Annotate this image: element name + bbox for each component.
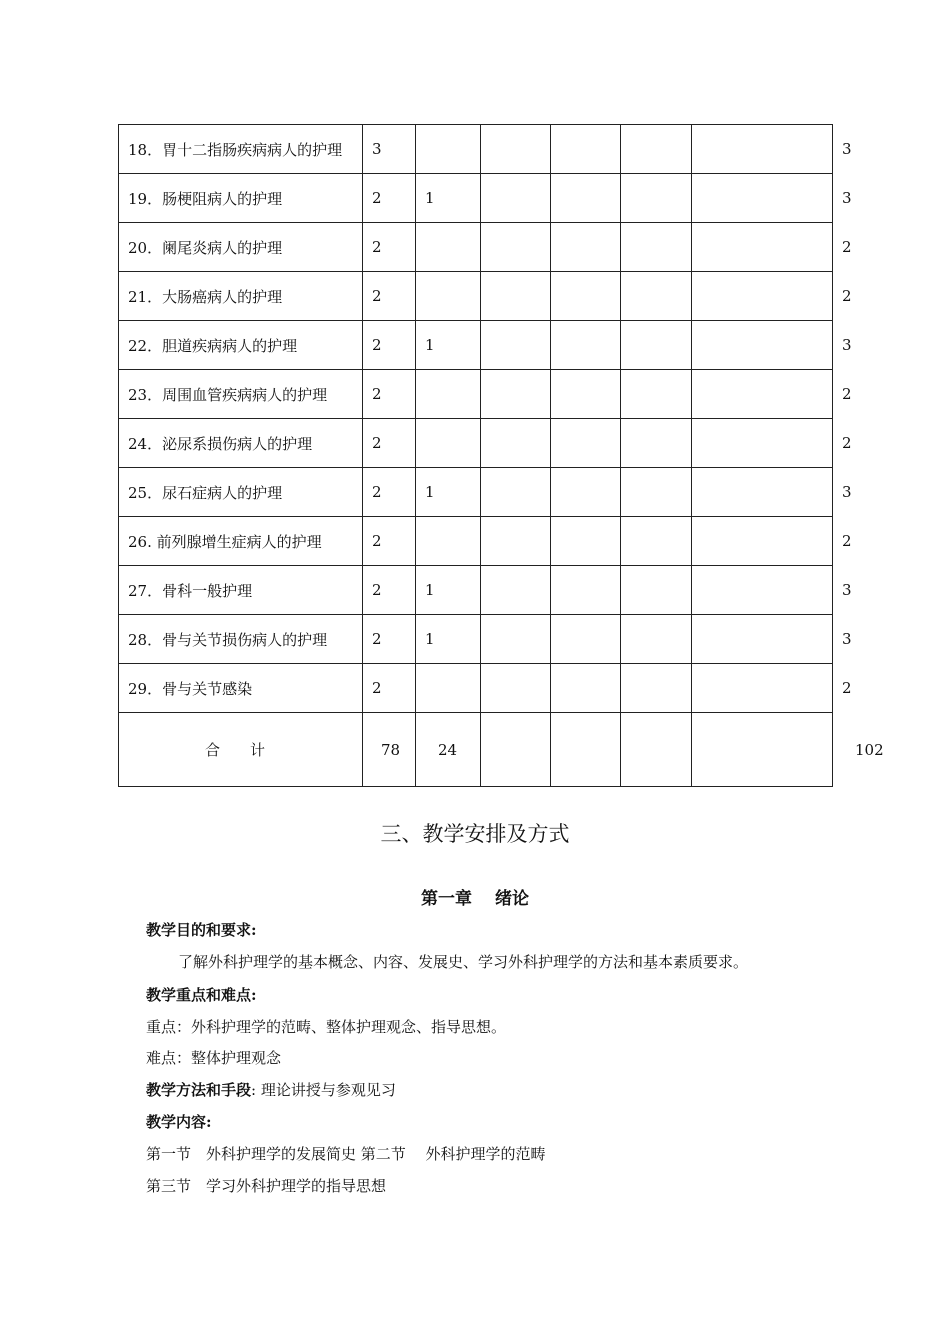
hours-cell: 2 — [363, 174, 416, 223]
hours-cell: 78 — [363, 713, 416, 787]
hours-cell — [692, 566, 833, 615]
hours-cell — [551, 272, 621, 321]
row-title: 23．周围血管疾病病人的护理 — [119, 370, 363, 419]
hours-cell — [692, 468, 833, 517]
hours-cell: 2 — [363, 468, 416, 517]
row-title: 25．尿石症病人的护理 — [119, 468, 363, 517]
table-row: 22．胆道疾病病人的护理 2 1 3 — [119, 321, 833, 370]
hours-cell — [481, 223, 551, 272]
content-line-1: 第一节 外科护理学的发展简史 第二节 外科护理学的范畴 — [146, 1145, 546, 1163]
content-label: 教学内容: — [146, 1113, 212, 1131]
hours-cell — [692, 615, 833, 664]
hours-cell — [416, 419, 481, 468]
goal-text: 了解外科护理学的基本概念、内容、发展史、学习外科护理学的方法和基本素质要求。 — [178, 953, 749, 971]
hours-cell — [416, 272, 481, 321]
hours-cell — [551, 615, 621, 664]
table-row: 21．大肠癌病人的护理 2 2 — [119, 272, 833, 321]
row-title: 19．肠梗阻病人的护理 — [119, 174, 363, 223]
hours-cell — [416, 125, 481, 174]
hours-cell: 2 — [363, 566, 416, 615]
table-row: 23．周围血管疾病病人的护理 2 2 — [119, 370, 833, 419]
hours-cell — [692, 321, 833, 370]
hours-cell — [551, 664, 621, 713]
hours-cell — [416, 664, 481, 713]
difficult-point: 难点：整体护理观念 — [146, 1049, 282, 1067]
hours-cell — [481, 321, 551, 370]
hours-cell — [621, 615, 692, 664]
chapter-title: 第一章 绪论 — [421, 889, 529, 909]
hours-cell — [692, 223, 833, 272]
hours-cell: 24 — [416, 713, 481, 787]
hours-cell — [692, 664, 833, 713]
hours-cell — [481, 468, 551, 517]
goal-label: 教学目的和要求: — [146, 921, 257, 939]
hours-cell — [621, 125, 692, 174]
table-row: 27．骨科一般护理 2 1 3 — [119, 566, 833, 615]
key-label: 教学重点和难点: — [146, 986, 257, 1004]
hours-cell — [551, 517, 621, 566]
hours-cell: 1 — [416, 174, 481, 223]
hours-cell — [621, 468, 692, 517]
row-title: 24．泌尿系损伤病人的护理 — [119, 419, 363, 468]
row-title: 28．骨与关节损伤病人的护理 — [119, 615, 363, 664]
hours-cell — [621, 664, 692, 713]
hours-cell: 2 — [363, 615, 416, 664]
hours-cell — [621, 517, 692, 566]
table-row: 29．骨与关节感染 2 2 — [119, 664, 833, 713]
hours-cell — [481, 370, 551, 419]
method-label: 教学方法和手段 — [146, 1081, 252, 1099]
hours-cell — [481, 174, 551, 223]
content-line-2: 第三节 学习外科护理学的指导思想 — [146, 1177, 387, 1195]
hours-cell — [551, 468, 621, 517]
hours-cell — [621, 223, 692, 272]
row-title: 27．骨科一般护理 — [119, 566, 363, 615]
hours-cell — [416, 223, 481, 272]
row-title: 21．大肠癌病人的护理 — [119, 272, 363, 321]
hours-cell — [551, 125, 621, 174]
hours-cell — [621, 174, 692, 223]
hours-cell — [481, 125, 551, 174]
hours-cell — [481, 664, 551, 713]
hours-cell — [481, 517, 551, 566]
row-title: 20．阑尾炎病人的护理 — [119, 223, 363, 272]
hours-cell — [551, 174, 621, 223]
table-row: 18．胃十二指肠疾病病人的护理 3 3 — [119, 125, 833, 174]
method-text: : 理论讲授与参观见习 — [251, 1081, 396, 1099]
hours-cell — [621, 370, 692, 419]
row-title: 22．胆道疾病病人的护理 — [119, 321, 363, 370]
hours-cell — [692, 517, 833, 566]
row-title: 29．骨与关节感染 — [119, 664, 363, 713]
hours-cell — [416, 370, 481, 419]
row-title: 26. 前列腺增生症病人的护理 — [119, 517, 363, 566]
hours-cell — [621, 419, 692, 468]
hours-cell — [481, 713, 551, 787]
hours-cell: 2 — [363, 419, 416, 468]
hours-cell — [692, 370, 833, 419]
hours-cell — [481, 272, 551, 321]
hours-cell — [481, 566, 551, 615]
hours-cell — [551, 419, 621, 468]
hours-cell — [416, 517, 481, 566]
hours-cell — [692, 125, 833, 174]
hours-cell: 2 — [363, 517, 416, 566]
hours-cell: 2 — [363, 223, 416, 272]
hours-cell: 2 — [363, 664, 416, 713]
hours-cell — [551, 370, 621, 419]
hours-cell — [551, 321, 621, 370]
table-row: 28．骨与关节损伤病人的护理 2 1 3 — [119, 615, 833, 664]
hours-cell — [692, 174, 833, 223]
hours-cell: 2 — [363, 321, 416, 370]
table-row: 20．阑尾炎病人的护理 2 2 — [119, 223, 833, 272]
table-row: 24．泌尿系损伤病人的护理 2 2 — [119, 419, 833, 468]
class-hours-table — [118, 124, 884, 787]
hours-cell — [481, 419, 551, 468]
hours-cell: 1 — [416, 321, 481, 370]
hours-cell — [621, 566, 692, 615]
section-title: 三、教学安排及方式 — [380, 822, 570, 846]
hours-cell: 3 — [363, 125, 416, 174]
hours-cell: 2 — [363, 272, 416, 321]
row-title: 合 计 — [119, 713, 363, 787]
hours-cell: 1 — [416, 615, 481, 664]
hours-cell — [621, 713, 692, 787]
hours-cell — [621, 272, 692, 321]
hours-cell — [481, 615, 551, 664]
hours-cell — [692, 713, 833, 787]
hours-cell: 1 — [416, 566, 481, 615]
table-row: 19．肠梗阻病人的护理 2 1 3 — [119, 174, 833, 223]
hours-cell — [551, 713, 621, 787]
hours-cell: 2 — [363, 370, 416, 419]
hours-cell — [551, 566, 621, 615]
hours-cell — [621, 321, 692, 370]
hours-cell — [551, 223, 621, 272]
table-total-row: 合 计 78 24 102 — [119, 713, 833, 787]
key-point: 重点：外科护理学的范畴、整体护理观念、指导思想。 — [146, 1018, 507, 1036]
hours-cell: 1 — [416, 468, 481, 517]
table-row: 26. 前列腺增生症病人的护理 2 2 — [119, 517, 833, 566]
method-line — [146, 1079, 396, 1100]
row-title: 18．胃十二指肠疾病病人的护理 — [119, 125, 363, 174]
hours-cell — [692, 419, 833, 468]
table-row: 25．尿石症病人的护理 2 1 3 — [119, 468, 833, 517]
hours-cell — [692, 272, 833, 321]
